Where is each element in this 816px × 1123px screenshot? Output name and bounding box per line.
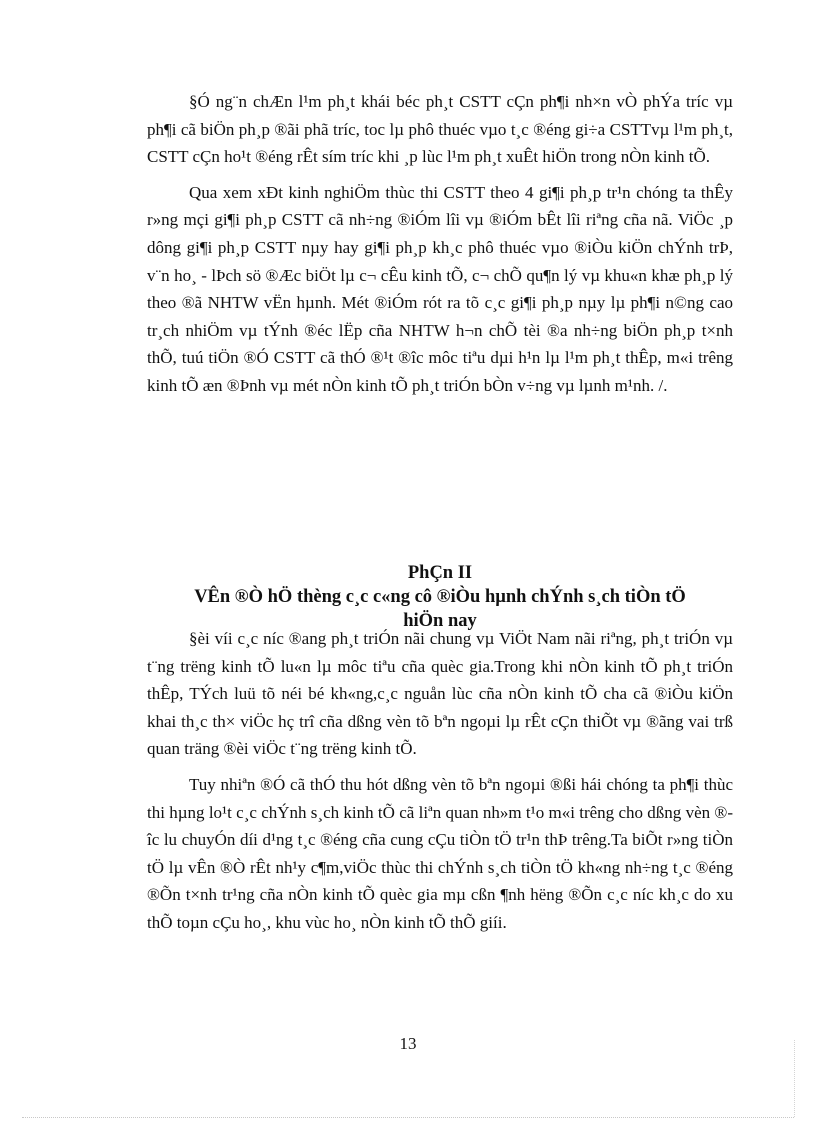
page-edge-divider-right (794, 1040, 795, 1117)
section-heading (147, 561, 733, 633)
page-edge-divider (22, 1117, 794, 1118)
paragraph: §èi víi c¸c níc ®ang ph¸t triÓn nãi chung vµ ViÖt Nam nãi riªng, ph¸t triÓn vµ t¨ng trëng kinh tÕ lu«n lµ môc tiªu cña quèc gia.Trong khi nÒn kinh tÕ ph¸t triÓn thÊp, TÝch luü tõ néi bé kh«ng,c¸c nguån lùc cña nÒn kinh tÕ cha cã ®iÒu kiÖn khai th¸c th× viÖc hç trî cña dßng vèn tõ bªn ngoµi lµ rÊt cÇn thiÕt vµ ®ãng vai trß quan träng ®èi viÖc t¨ng trëng kinh tÕ. (147, 629, 733, 759)
body-text-bottom (147, 625, 733, 937)
body-text-top (147, 88, 733, 400)
heading-title-continued: hiÖn nay (403, 611, 477, 631)
page-number: 13 (399, 1034, 417, 1053)
paragraph: Qua xem xÐt kinh nghiÖm thùc thi CSTT theo 4 gi¶i ph¸p tr¹n chóng ta thÊy r»ng mçi gi¶i ph¸p CSTT cã nh÷ng ®iÓm lîi vµ ®iÓm bÊt lîi riªng cña nã. ViÖc ¸p dông gi¶i ph¸p CSTT nµy hay gi¶i ph¸p kh¸c phô thuéc vµo ®iÒu kiÖn chÝnh trÞ, v¨n ho¸ - lÞch sö ®Æc biÖt lµ c¬ cÊu kinh tÕ, c¬ chÕ qu¶n lý vµ khu«n khæ ph¸p lý theo ®ã NHTW vËn hµnh. Mét ®iÓm rót ra tõ c¸c gi¶i ph¸p nµy lµ ph¶i n©ng cao tr¸ch nhiÖm vµ tÝnh ®éc lËp cña NHTW h¬n chÕ tèi ®a nh÷ng biÖn ph¸p t×nh thÕ, tuú tiÖn ®Ó CSTT cã thÓ ®¹t ®îc môc tiªu dµi h¹n lµ l¹m ph¸t thÊp, m«i trêng kinh tÕ æn ®Þnh vµ mét nÒn kinh tÕ ph¸t triÓn bÒn v÷ng vµ lµnh m¹nh. /. (147, 182, 733, 395)
paragraph: Tuy nhiªn ®Ó cã thÓ thu hót dßng vèn tõ bªn ngoµi ®ßi hái chóng ta ph¶i thùc thi hµng lo¹t c¸c chÝnh s¸ch kinh tÕ cã liªn quan nh»m t¹o m«i trêng cho dßng vèn ®îc lu chuyÓn díi d¹ng t¸c ®éng cña cung cÇu tiÒn tÖ tr¹n thÞ trêng.Ta biÕt r»ng tiÒn tÖ lµ vÊn ®Ò rÊt nh¹y c¶m,viÖc thùc thi chÝnh s¸ch tiÒn tÖ kh«ng nh÷ng t¸c ®éng ®Õn t×nh tr¹ng cña nÒn kinh tÕ quèc gia mµ cßn ¶nh hëng ®Õn c¸c níc kh¸c do xu thÕ toµn cÇu ho¸, khu vùc ho¸ nÒn kinh tÕ thÕ giíi. (147, 774, 733, 932)
heading-part-label: PhÇn II (407, 563, 473, 583)
paragraph: §Ó ng¨n chÆn l¹m ph¸t khái béc ph¸t CSTT cÇn ph¶i nh×n vÒ phÝa tríc vµ ph¶i cã biÖn ph¸p ®ãi phã tríc, toc lµ phô thuéc vµo t¸c ®éng gi÷a CSTTvµ l¹m ph¸t, CSTT cÇn ho¹t ®éng rÊt sím tríc khi ¸p lùc l¹m ph¸t xuÊt hiÖn trong nÒn kinh tÕ. (147, 92, 733, 167)
heading-title: VÊn ®Ò hÖ thèng c¸c c«ng cô ®iÒu hµnh chÝnh s¸ch tiÒn tÖ (194, 587, 686, 607)
